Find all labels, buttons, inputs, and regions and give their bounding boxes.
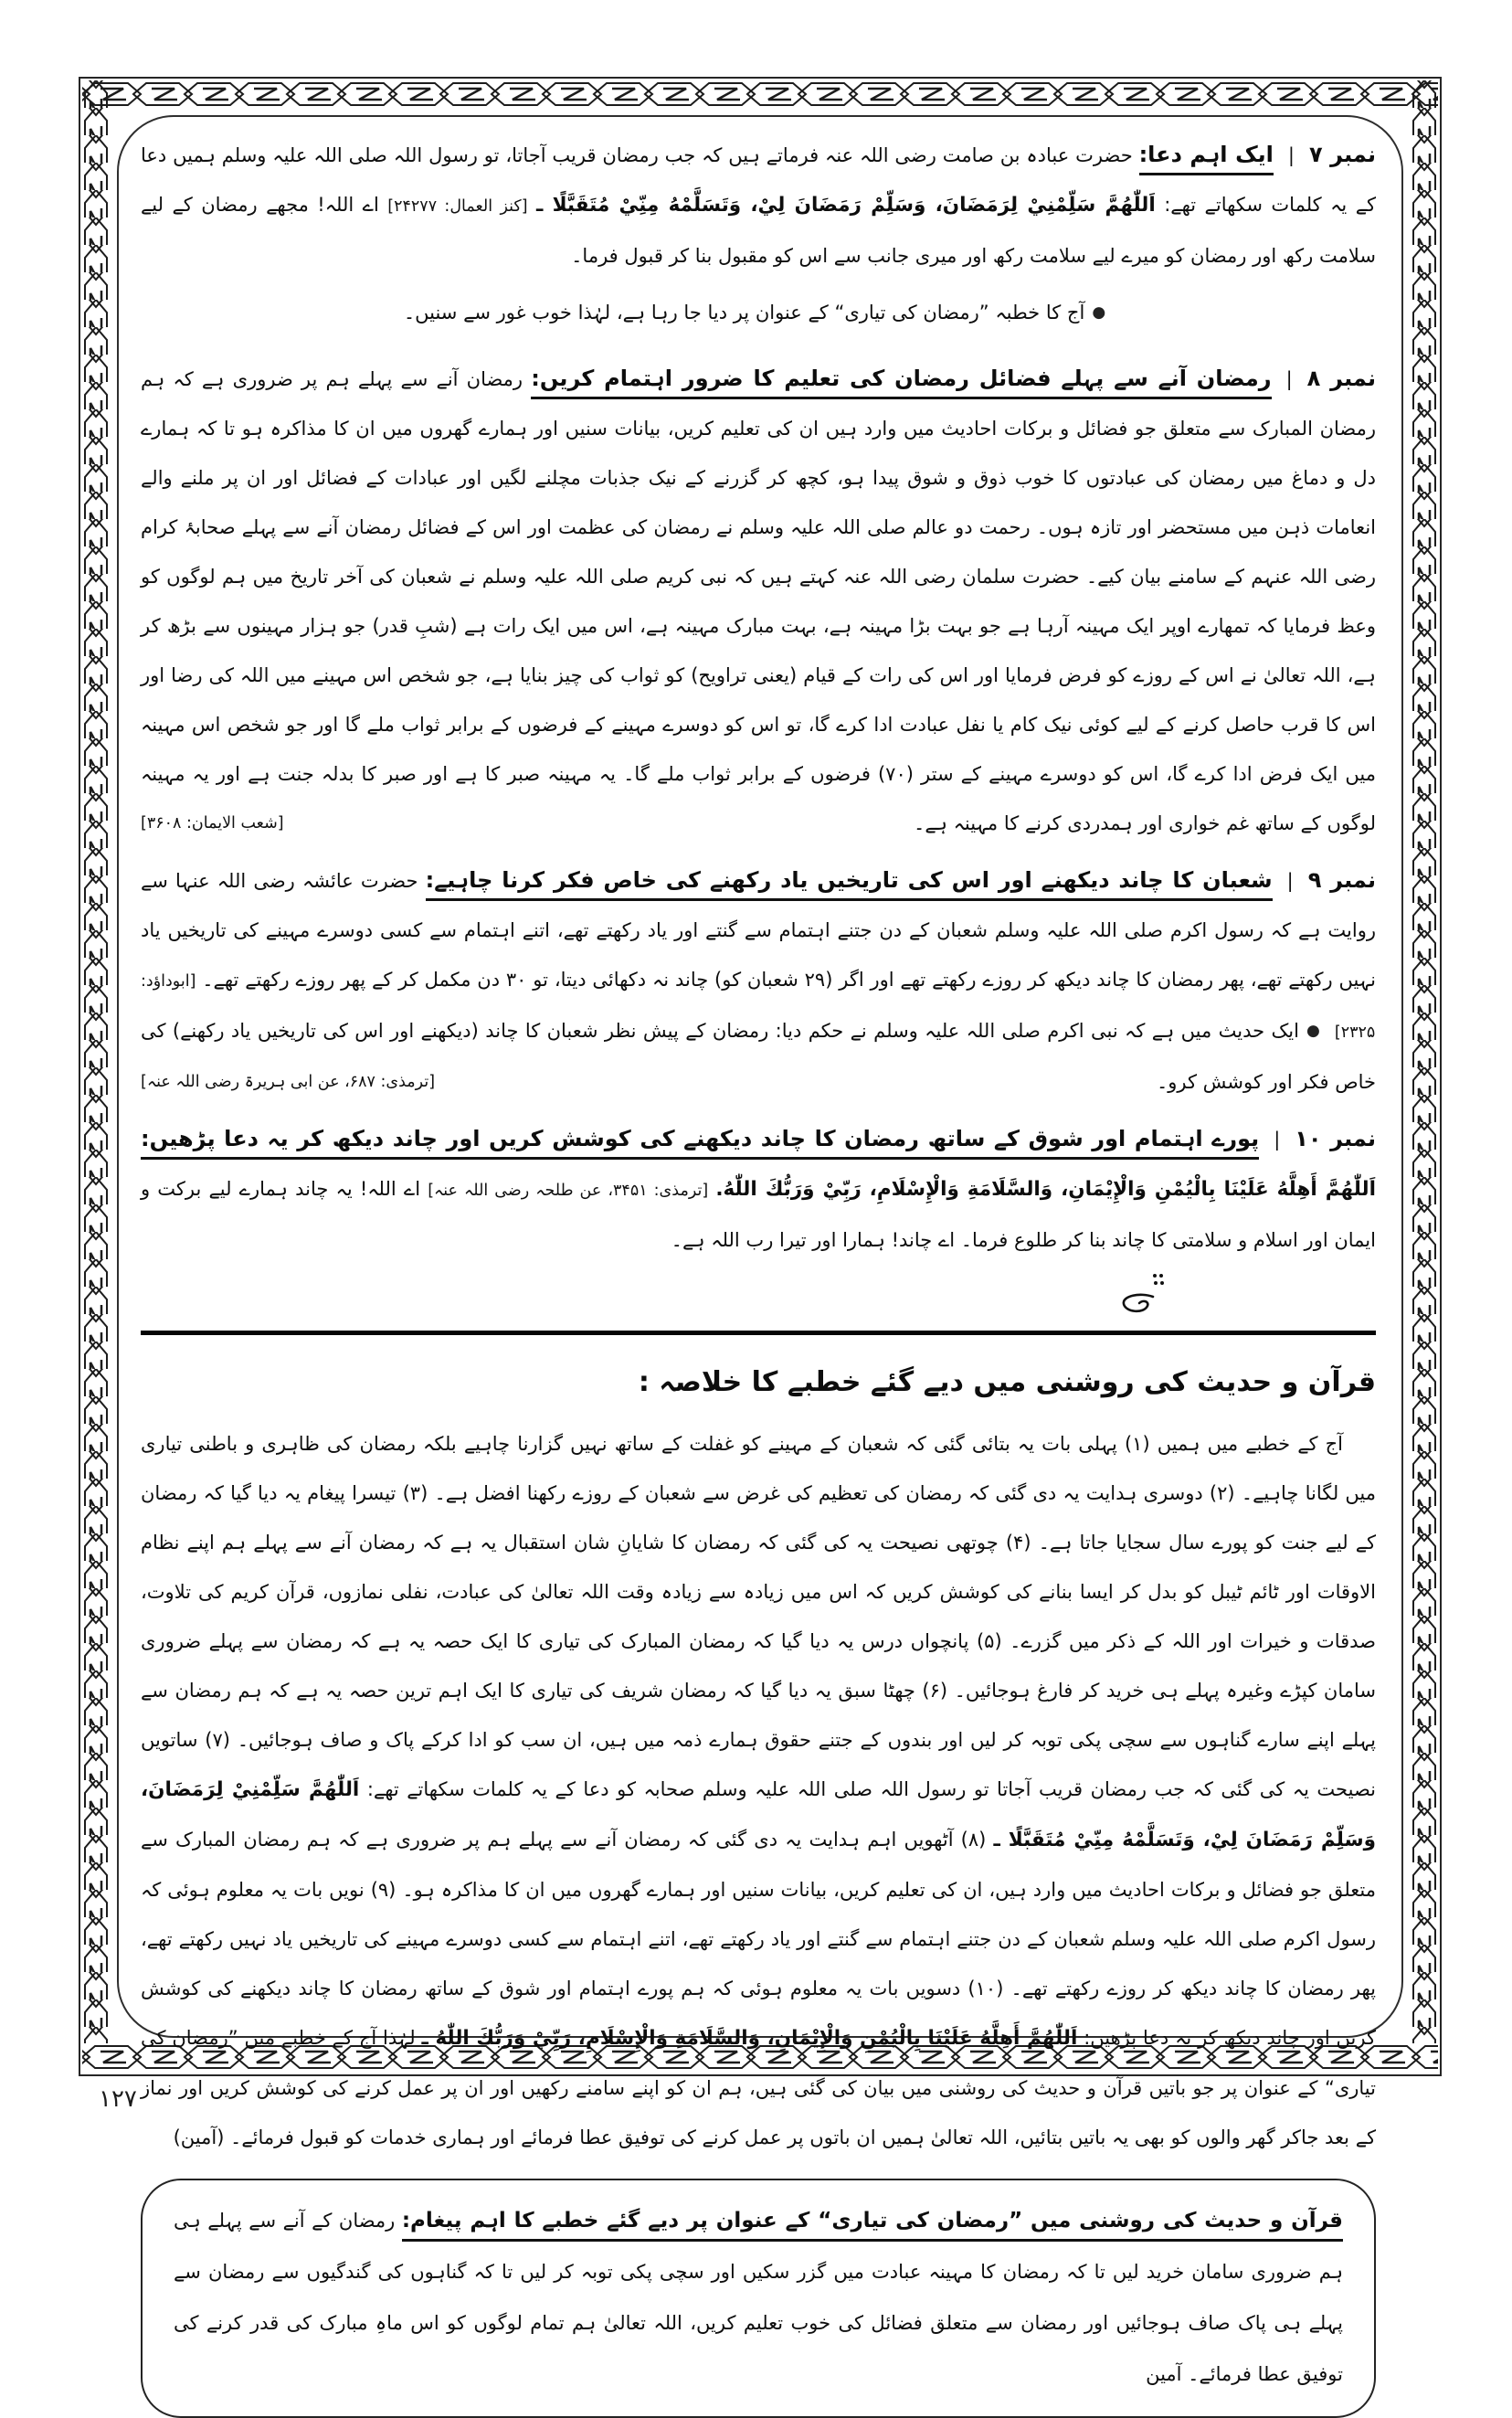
section-text: اے اللہ! مجھے رمضان کے لیے سلامت رکھ اور رمضان کو میرے لیے سلامت رکھ اور میری جانب سے اس کو مقبول بنا کر قبول فرما۔ <box>141 194 1376 267</box>
khutbah-announcement-line <box>141 288 1376 339</box>
summary-paragraph <box>141 1419 1376 2162</box>
bullet-icon: ● <box>1306 1022 1321 1040</box>
section-label: نمبر ۹ <box>1307 867 1376 893</box>
section-title: ایک اہم دعا: <box>1139 142 1274 175</box>
hadith-reference: [ابوداؤد: ۲۳۲۵] <box>141 972 1376 1042</box>
section-separator: | <box>1286 870 1294 892</box>
section-separator: | <box>1287 144 1295 166</box>
section-10 <box>141 1114 1376 1265</box>
summary-text: آج کے خطبے میں ہمیں (۱) پہلی بات یہ بتائی گئی کہ شعبان کے مہینے کو غفلت کے ساتھ نہیں گزارنا چاہیے بلکہ رمضان کی ظاہری و باطنی تیاری میں لگانا چاہیے۔ (۲) دوسری ہدایت یہ دی گئی کہ رمضان کی تعظیم کی غرض سے شعبان کے روزے رکھنا افضل ہے۔ (۳) تیسرا پیغام یہ دیا گیا کہ رمضان کے لیے جنت کو پورے سال سجایا جاتا ہے۔ (۴) چوتھی نصیحت یہ کی گئی کہ رمضان کا شایانِ شان استقبال یہ ہے کہ رمضان آنے سے پہلے ہم اپنے نظام الاوقات اور ٹائم ٹیبل کو بدل کر ایسا بنانے کی کوشش کریں کہ اس میں زیادہ سے زیادہ وقت اللہ تعالیٰ کی عبادت، نفلی نمازوں، قرآن کریم کی تلاوت، صدقات و خیرات اور اللہ کے ذکر میں گزرے۔ (۵) پانچواں درس یہ دیا گیا کہ رمضان المبارک کی تیاری کا ایک حصہ یہ ہے کہ رمضان سے پہلے ضروری سامان کپڑے وغیرہ پہلے ہی خرید کر فارغ ہوجائیں۔ (۶) چھٹا سبق یہ دیا گیا کہ رمضان شریف کی تیاری کا ایک اہم ترین حصہ یہ ہے کہ ہم رمضان سے پہلے اپنے سارے گناہوں سے سچی پکی توبہ کر لیں اور بندوں کے جتنے حقوق ہمارے ذمہ میں ہیں، ان سب کو ادا کرکے پاک و صاف ہوجائیں۔ (۷) ساتویں نصیحت یہ کی گئی کہ جب رمضان قریب آجاتا تو رسول اللہ صلی اللہ علیہ وسلم صحابہ کو دعا کے یہ کلمات سکھاتے تھے: <box>141 1433 1377 1800</box>
hadith-reference: [ترمذی: ۶۸۷، عن ابی ہریرۃ رضی اللہ عنہ] <box>141 1073 436 1091</box>
section-text: حضرت عائشہ رضی اللہ عنہا سے روایت ہے کہ رسول اکرم صلی اللہ علیہ وسلم شعبان کے دن جتنے اہتمام سے گنتے اور یاد رکھتے تھے، اتنے اہتمام سے کسی دوسرے مہینے کی تاریخیں یاد نہیں رکھتے تھے، پھر رمضان کا چاند دیکھ کر روزے رکھتے تھے اور اگر (۲۹ شعبان کو) چاند نہ دکھائی دیتا، تو ۳۰ دن مکمل کر کے پھر روزے رکھتے تھے۔ <box>141 870 1376 991</box>
ornamental-border-left <box>82 80 110 2043</box>
section-text: آج کا خطبہ ”رمضان کی تیاری“ کے عنوان پر دیا جا رہا ہے، لہٰذا خوب غور سے سنیں۔ <box>403 302 1085 323</box>
section-label: نمبر ۷ <box>1308 142 1376 167</box>
hadith-reference: [شعب الایمان: ۳۶۰۸] <box>141 814 284 833</box>
summary-heading: قرآن و حدیث کی روشنی میں دیے گئے خطبے کا خلاصہ : <box>638 1366 1376 1398</box>
arabic-dua: اَللّٰهُمَّ سَلِّمْنِيْ لِرَمَضَانَ، وَسَلِّمْ رَمَضَانَ لِيْ، وَتَسَلَّمْهُ مِنِّيْ مُتَقَبَّلًا ـ <box>536 194 1156 217</box>
page-content <box>141 130 1376 2418</box>
section-label: نمبر ۱۰ <box>1295 1126 1377 1151</box>
summary-text: (۸) آٹھویں اہم ہدایت یہ دی گئی کہ رمضان آنے سے پہلے ہم پر ضروری ہے کہ ہم رمضان المبارک سے متعلق جو فضائل و برکات احادیث میں وارد ہیں، ان کی تعلیم کریں، بیانات سنیں اور ہمارے گھروں میں ان کا مذاکرہ ہو۔ (۹) نویں بات یہ معلوم ہوئی کہ رسول اکرم صلی اللہ علیہ وسلم شعبان کے دن جتنے اہتمام سے گنتے اور یاد رکھتے تھے، اتنے اہتمام سے کسی دوسرے مہینے کی تاریخیں یاد نہیں رکھتے تھے، پھر رمضان کا چاند دیکھ کر روزے رکھتے تھے۔ (۱۰) دسویں بات یہ معلوم ہوئی کہ ہم پورے اہتمام اور شوق کے ساتھ رمضان کا چاند دیکھنے کی کوشش کریں اور چاند دیکھ کر یہ دعا پڑھیں: <box>141 1829 1377 2049</box>
section-label: نمبر ۸ <box>1306 366 1376 391</box>
summary-text: لہٰذا آج کے خطبے میں ”رمضان کی تیاری“ کے عنوان پر جو باتیں قرآن و حدیث کی روشنی میں بیان کی گئی ہیں، ہم ان کو اپنے سامنے رکھیں اور ان پر عمل کرنے کی کوشش کریں اور نماز کے بعد جاکر گھر والوں کو بھی یہ باتیں بتائیں، اللہ تعالیٰ ہمیں ان باتوں پر عمل کرنے کی توفیق عطا فرمائے اور ہماری خدمات کو قبول فرمائے۔ (آمین) <box>141 2027 1376 2148</box>
section-9 <box>141 855 1376 1107</box>
section-separator: | <box>1274 1129 1281 1151</box>
section-title: شعبان کا چاند دیکھنے اور اس کی تاریخیں یاد رکھنے کی خاص فکر کرنا چاہیے: <box>426 867 1273 901</box>
section-8 <box>141 354 1376 848</box>
message-box-text: رمضان کے آنے سے پہلے ہی ہم ضروری سامان خرید لیں تا کہ رمضان کا مہینہ عبادت میں گزر سکیں اور سچی پکی توبہ کر لیں تا کہ گناہوں کی گندگیوں سے رمضان سے پہلے ہی پاک صاف ہوجائیں اور رمضان سے متعلق فضائل کی خوب تعلیم کریں، اللہ تعالیٰ ہم تمام لوگوں کو اس ماہِ مبارک کی قدر کرنے کی توفیق عطا فرمائے۔ آمین <box>174 2210 1343 2385</box>
bullet-icon: ● <box>1092 303 1106 322</box>
section-text: اے اللہ! یہ چاند ہمارے لیے برکت و ایمان اور اسلام و سلامتی کا چاند بنا کر طلوع فرما۔ اے چاند! ہمارا اور تیرا رب اللہ ہے۔ <box>141 1178 1376 1251</box>
page-number: ۱۲۷ <box>99 2085 137 2113</box>
flourish <box>1115 1274 1157 1334</box>
ornamental-border-top <box>82 80 1438 108</box>
arabic-dua: اَللّٰهُمَّ أَهِلَّهُ عَلَيْنَا بِالْيُمْنِ وَالْإِيْمَانِ، وَالسَّلَامَةِ وَالْإِسْلَامِ، رَبِّيْ وَرَبُّكَ اللّٰهُ ـ <box>421 2027 1078 2050</box>
hadith-reference: [کنز العمال: ۲۴۲۷۷] <box>387 197 528 216</box>
ornament-dots <box>1153 1274 1157 1278</box>
arabic-dua: اَللّٰهُمَّ سَلِّمْنِيْ لِرَمَضَانَ، وَسَلِّمْ رَمَضَانَ لِيْ، وَتَسَلَّمْهُ مِنِّيْ مُتَقَبَّلًا ـ <box>141 1778 1376 1851</box>
section-title: رمضان آنے سے پہلے فضائل رمضان کی تعلیم کا ضرور اہتمام کریں: <box>531 366 1271 399</box>
divider-rule <box>141 1331 1376 1335</box>
section-text: ایک حدیث میں ہے کہ نبی اکرم صلی اللہ علیہ وسلم نے حکم دیا: رمضان کے پیش نظر شعبان کا چاند (دیکھنے اور اس کی تاریخیں یاد رکھنے) کی خاص فکر اور کوشش کرو۔ <box>141 1020 1376 1093</box>
message-box-heading: قرآن و حدیث کی روشنی میں ”رمضان کی تیاری“ کے عنوان پر دیے گئے خطبے کا اہم پیغام: <box>402 2209 1343 2242</box>
section-7 <box>141 130 1376 281</box>
message-box <box>141 2179 1376 2418</box>
flourish-icon <box>1115 1292 1157 1316</box>
hadith-reference: [ترمذی: ۳۴۵۱، عن طلحہ رضی اللہ عنہ] <box>428 1182 709 1200</box>
arabic-dua: اَللّٰهُمَّ أَهِلَّهُ عَلَيْنَا بِالْيُمْنِ وَالْإِيْمَانِ، وَالسَّلَامَةِ وَالْإِسْلَامِ، رَبِّيْ وَرَبُّكَ اللّٰهُ. <box>715 1178 1376 1201</box>
section-end-ornament <box>141 1272 1376 1327</box>
section-title: پورے اہتمام اور شوق کے ساتھ رمضان کا چاند دیکھنے کی کوشش کریں اور چاند دیکھ کر یہ دعا پڑھیں: <box>141 1126 1259 1160</box>
section-text: حضرت عبادہ بن صامت رضی اللہ عنہ فرماتے ہیں کہ جب رمضان قریب آجاتا، تو رسول اللہ صلی اللہ علیہ وسلم ہمیں دعا کے یہ کلمات سکھاتے تھے: <box>141 144 1376 216</box>
ornamental-border-right <box>1411 80 1438 2043</box>
section-text: رمضان آنے سے پہلے ہم پر ضروری ہے کہ ہم رمضان المبارک سے متعلق جو فضائل و برکات احادیث میں وارد ہیں ان کی تعلیم کریں، بیانات سنیں اور ہمارے گھروں میں ان کا مذاکرہ ہو تا کہ ہمارے دل و دماغ میں رمضان کی عبادتوں کا خوب ذوق و شوق پیدا ہو، کچھ کر گزرنے کے نیک جذبات مچلنے لگیں اور عبادات کے فضائل اور ان پر ملنے والے انعامات ذہن میں مستحضر اور تازہ ہوں۔ رحمت دو عالم صلی اللہ علیہ وسلم نے رمضان کی عظمت اور اس کے فضائل رمضان آنے سے پہلے صحابۂ کرام رضی اللہ عنہم کے سامنے بیان کیے۔ حضرت سلمان رضی اللہ عنہ کہتے ہیں کہ نبی کریم صلی اللہ علیہ وسلم نے شعبان کی آخر تاریخ میں ہم لوگوں کو وعظ فرمایا کہ تمھارے اوپر ایک مہینہ آرہا ہے جو بہت بڑا مہینہ ہے، بہت مبارک مہینہ ہے، اس میں ایک رات ہے (شبِ قدر) جو ہزار مہینوں سے بڑھ کر ہے، اللہ تعالیٰ نے اس کے روزے کو فرض فرمایا اور اس کی رات کے قیام (یعنی تراویح) کو ثواب کی چیز بنایا ہے، جو شخص اس مہینے میں اللہ کی رضا اور اس کا قرب حاصل کرنے کے لیے کوئی نیک کام یا نفل عبادت ادا کرے گا، تو اس کو دوسرے مہینے کے فرضوں کے برابر ثواب ملے گا اور جو شخص اس مہینہ میں ایک فرض ادا کرے گا، اس کو دوسرے مہینے کے ستر (۷۰) فرضوں کے برابر ثواب ملے گا۔ یہ مہینہ صبر کا ہے اور صبر کا بدلہ جنت ہے اور یہ مہینہ لوگوں کے ساتھ غم خواری اور ہمدردی کرنے کا مہینہ ہے۔ <box>141 368 1376 834</box>
section-separator: | <box>1285 368 1293 390</box>
